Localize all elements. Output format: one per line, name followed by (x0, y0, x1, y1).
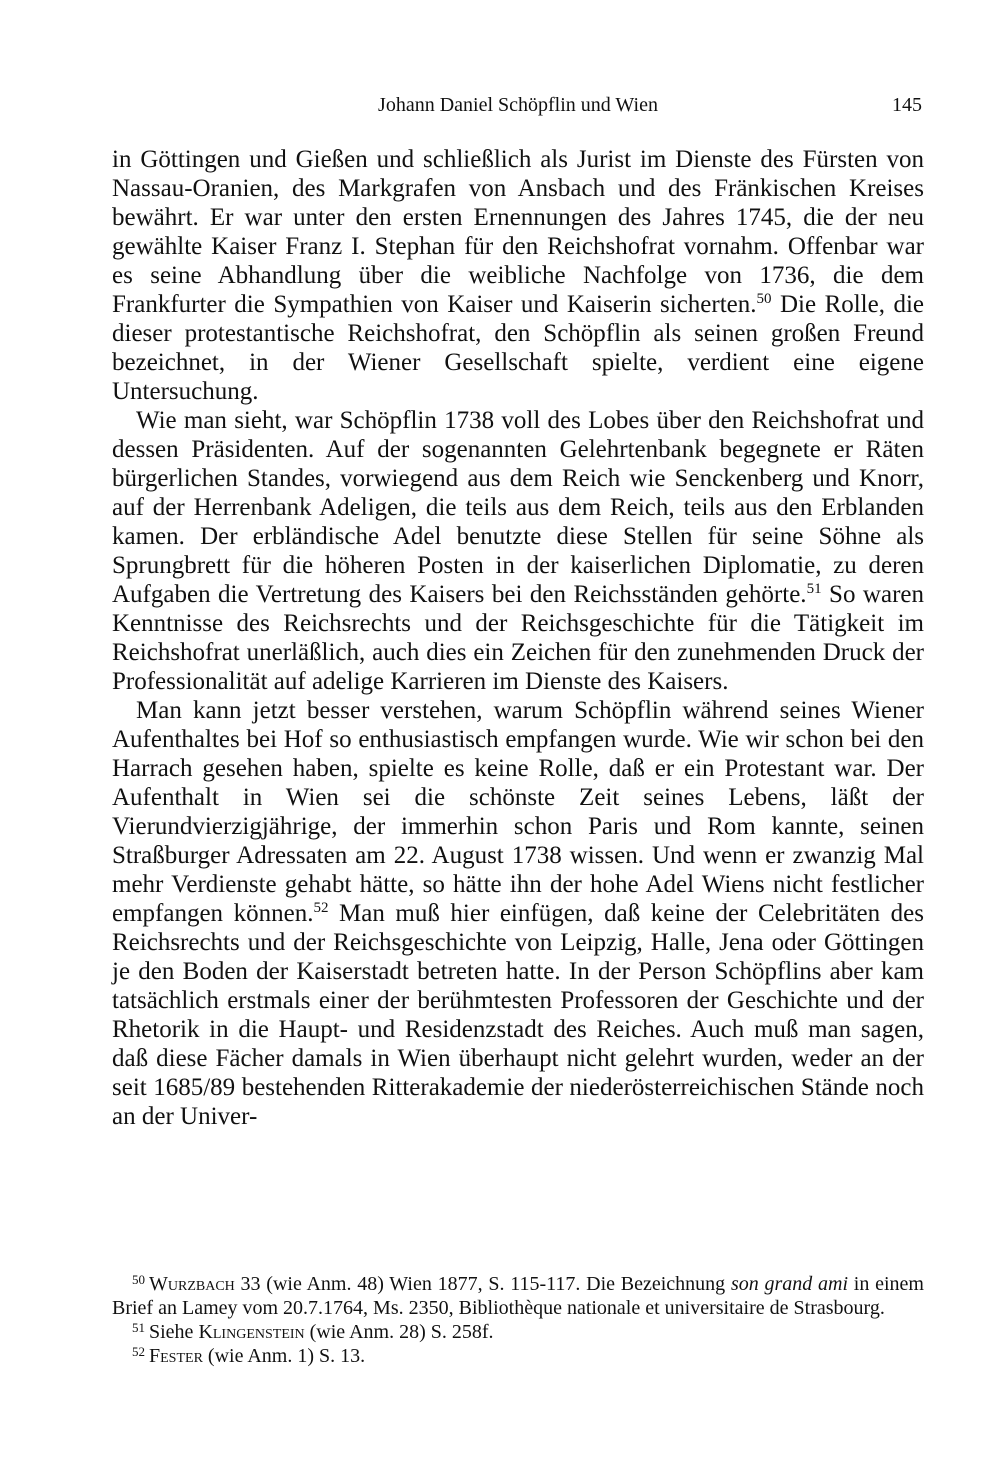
body-text (112, 145, 924, 1131)
footnote-ref-52: 52 (313, 900, 329, 916)
footnote-text: (wie Anm. 28) S. 258f. (304, 1321, 494, 1343)
paragraph-text: Man kann jetzt besser verstehen, warum Schöpflin während seines Wiener Aufenthaltes bei Hof so enthusiastisch empfangen wurde. Wie wir schon bei den Harrach gesehen haben, spielte es keine Rolle, daß er ein Protestant war. Der Aufenthalt in Wien sei die schönste Zeit seines Lebens, läßt der Vierundvierzigjährige, der immerhin schon Paris und Rom kannte, seinen Straßburger Adressaten am 22. August 1738 wissen. Und wenn er zwanzig Mal mehr Verdienste gehabt hätte, so hätte ihn der hohe Adel Wiens nicht festlicher empfangen können. (112, 697, 924, 927)
footnote-number: 52 (132, 1344, 145, 1359)
footnote-italic: son grand ami (730, 1273, 849, 1295)
footnote-number: 50 (132, 1272, 145, 1287)
footnote-text: in einem Brief an Lamey vom 20.7.1764, Ms. 2350, Bibliothèque nationale et universitaire de Strasbourg. (112, 1273, 924, 1319)
paragraph-text: Wie man sieht, war Schöpflin 1738 voll des Lobes über den Reichshofrat und dessen Präsidenten. Auf der sogenannten Gelehrtenbank begegnete er Räten bürgerlichen Standes, vorwiegend aus dem Reich wie Senckenberg und Knorr, auf der Herrenbank Adeligen, die teils aus dem Reich, teils aus den Erblanden kamen. Der erbländische Adel benutzte diese Stellen für seine Söhne als Sprungbrett für die höheren Posten in der kaiserlichen Diplomatie, zu deren Aufgaben die Vertretung des Kaisers bei den Reichsständen gehörte. (112, 407, 924, 608)
running-head (112, 88, 924, 122)
paragraph-text: So waren Kenntnisse des Reichsrechts und der Reichsgeschichte für die Tätigkeit im Reichshofrat unerläßlich, auch dies ein Zeichen für den zunehmenden Druck der Professionalität auf adelige Karrieren im Dienste des Kaisers. (112, 581, 924, 695)
paragraph (112, 696, 924, 1131)
footnote-50 (112, 1272, 924, 1320)
paragraph-text: Die Rolle, die dieser protestantische Reichshofrat, den Schöpflin als seinen großen Freund bezeichnet, in der Wiener Gesellschaft spielte, verdient eine eigene Untersuchung. (112, 291, 924, 405)
paragraph (112, 406, 924, 696)
footnote-ref-50: 50 (756, 291, 772, 307)
footnote-51 (112, 1320, 924, 1344)
footnote-52 (112, 1344, 924, 1368)
footnote-ref-51: 51 (806, 581, 822, 597)
footnotes (112, 1272, 924, 1368)
page (112, 88, 924, 1131)
paragraph (112, 145, 924, 406)
footnote-author: Fester (149, 1345, 203, 1367)
footnote-author: Klingenstein (198, 1321, 305, 1343)
footnote-text: Siehe (149, 1321, 199, 1343)
footnote-author: Wurzbach (149, 1273, 235, 1295)
footnote-number: 51 (132, 1320, 145, 1335)
paragraph-text: in Göttingen und Gießen und schließlich als Jurist im Dienste des Fürsten von Nassau-Oranien, des Markgrafen von Ansbach und des Fränkischen Kreises bewährt. Er war unter den ersten Ernennungen des Jahres 1745, die der neu gewählte Kaiser Franz I. Stephan für den Reichshofrat vornahm. Offenbar war es seine Abhandlung über die weibliche Nachfolge von 1736, die dem Frankfurter die Sympathien von Kaiser und Kaiserin sicherten. (112, 146, 924, 318)
footnote-text: (wie Anm. 1) S. 13. (202, 1345, 366, 1367)
running-title: Johann Daniel Schöpflin und Wien (378, 94, 658, 116)
footnote-text: 33 (wie Anm. 48) Wien 1877, S. 115-117. Die Bezeichnung (234, 1273, 731, 1295)
paragraph-text: Man muß hier einfügen, daß keine der Celebritäten des Reichsrechts und der Reichsgeschichte von Leipzig, Halle, Jena oder Göttingen je den Boden der Kaiserstadt betreten hatte. In der Person Schöpflins aber kam tatsächlich erstmals einer der berühmtesten Professoren der Geschichte und der Rhetorik in die Haupt- und Residenzstadt des Reiches. Auch muß man sagen, daß diese Fächer damals in Wien überhaupt nicht gelehrt wurden, weder an der seit 1685/89 bestehenden Ritterakademie der niederösterreichischen Stände noch an der Univer- (112, 900, 924, 1130)
page-number: 145 (892, 94, 922, 116)
